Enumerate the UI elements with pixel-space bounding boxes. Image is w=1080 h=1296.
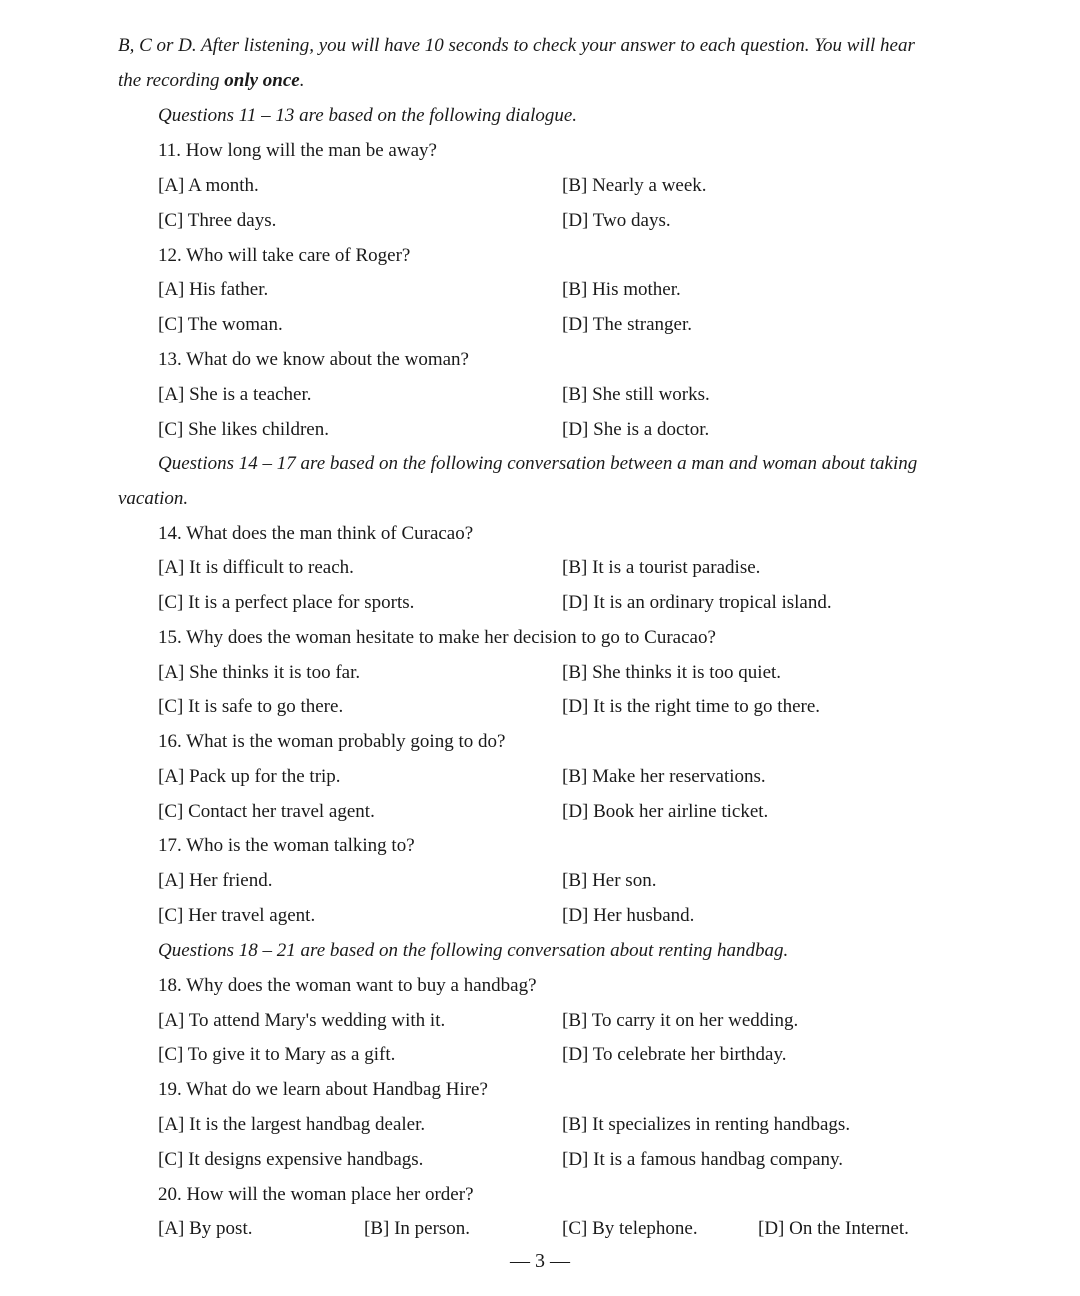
question-12-stem: 12. Who will take care of Roger? xyxy=(158,245,411,266)
q18-option-d: [D] To celebrate her birthday. xyxy=(562,1044,787,1065)
q20-option-d: [D] On the Internet. xyxy=(758,1218,909,1239)
q20-option-c: [C] By telephone. xyxy=(562,1218,698,1239)
q12-option-a: [A] His father. xyxy=(158,279,269,300)
q15-option-a: [A] She thinks it is too far. xyxy=(158,662,361,683)
section-heading-14-17-cont: vacation. xyxy=(118,488,189,509)
question-14-stem: 14. What does the man think of Curacao? xyxy=(158,523,474,544)
question-18-stem: 18. Why does the woman want to buy a handbag? xyxy=(158,975,537,996)
question-17-stem: 17. Who is the woman talking to? xyxy=(158,835,415,856)
q18-option-b: [B] To carry it on her wedding. xyxy=(562,1010,799,1031)
q16-option-a: [A] Pack up for the trip. xyxy=(158,766,341,787)
q12-option-b: [B] His mother. xyxy=(562,279,681,300)
q12-option-c: [C] The woman. xyxy=(158,314,283,335)
question-20-stem: 20. How will the woman place her order? xyxy=(158,1184,474,1205)
q19-option-b: [B] It specializes in renting handbags. xyxy=(562,1114,851,1135)
q17-option-b: [B] Her son. xyxy=(562,870,657,891)
question-11-stem: 11. How long will the man be away? xyxy=(158,140,437,161)
q15-option-c: [C] It is safe to go there. xyxy=(158,696,344,717)
section-heading-11-13: Questions 11 – 13 are based on the following dialogue. xyxy=(158,105,578,126)
page-number: — 3 — xyxy=(510,1250,570,1272)
question-15-stem: 15. Why does the woman hesitate to make her decision to go to Curacao? xyxy=(158,627,716,648)
q19-option-c: [C] It designs expensive handbags. xyxy=(158,1149,424,1170)
q20-option-b: [B] In person. xyxy=(364,1218,471,1239)
q11-option-b: [B] Nearly a week. xyxy=(562,175,707,196)
intro-line-2: the recording only once. xyxy=(118,70,305,91)
question-16-stem: 16. What is the woman probably going to do? xyxy=(158,731,506,752)
q13-option-c: [C] She likes children. xyxy=(158,419,329,440)
q14-option-d: [D] It is an ordinary tropical island. xyxy=(562,592,832,613)
intro-line-1: B, C or D. After listening, you will have 10 seconds to check your answer to each question. You will hear xyxy=(118,35,915,56)
q14-option-a: [A] It is difficult to reach. xyxy=(158,557,354,578)
q15-option-b: [B] She thinks it is too quiet. xyxy=(562,662,782,683)
q11-option-d: [D] Two days. xyxy=(562,210,671,231)
q16-option-c: [C] Contact her travel agent. xyxy=(158,801,375,822)
q17-option-d: [D] Her husband. xyxy=(562,905,695,926)
q12-option-d: [D] The stranger. xyxy=(562,314,692,335)
q11-option-a: [A] A month. xyxy=(158,175,259,196)
only-once-emphasis: only once xyxy=(224,70,300,91)
q14-option-b: [B] It is a tourist paradise. xyxy=(562,557,761,578)
question-19-stem: 19. What do we learn about Handbag Hire? xyxy=(158,1079,488,1100)
q16-option-d: [D] Book her airline ticket. xyxy=(562,801,769,822)
q16-option-b: [B] Make her reservations. xyxy=(562,766,766,787)
q13-option-a: [A] She is a teacher. xyxy=(158,384,312,405)
q17-option-a: [A] Her friend. xyxy=(158,870,273,891)
question-13-stem: 13. What do we know about the woman? xyxy=(158,349,469,370)
q13-option-b: [B] She still works. xyxy=(562,384,710,405)
q18-option-a: [A] To attend Mary's wedding with it. xyxy=(158,1010,446,1031)
q17-option-c: [C] Her travel agent. xyxy=(158,905,316,926)
q19-option-d: [D] It is a famous handbag company. xyxy=(562,1149,844,1170)
q13-option-d: [D] She is a doctor. xyxy=(562,419,710,440)
q18-option-c: [C] To give it to Mary as a gift. xyxy=(158,1044,396,1065)
section-heading-14-17: Questions 14 – 17 are based on the following conversation between a man and woman about taking xyxy=(158,453,918,474)
q15-option-d: [D] It is the right time to go there. xyxy=(562,696,821,717)
q11-option-c: [C] Three days. xyxy=(158,210,277,231)
section-heading-18-21: Questions 18 – 21 are based on the following conversation about renting handbag. xyxy=(158,940,789,961)
q14-option-c: [C] It is a perfect place for sports. xyxy=(158,592,415,613)
q20-option-a: [A] By post. xyxy=(158,1218,253,1239)
q19-option-a: [A] It is the largest handbag dealer. xyxy=(158,1114,426,1135)
